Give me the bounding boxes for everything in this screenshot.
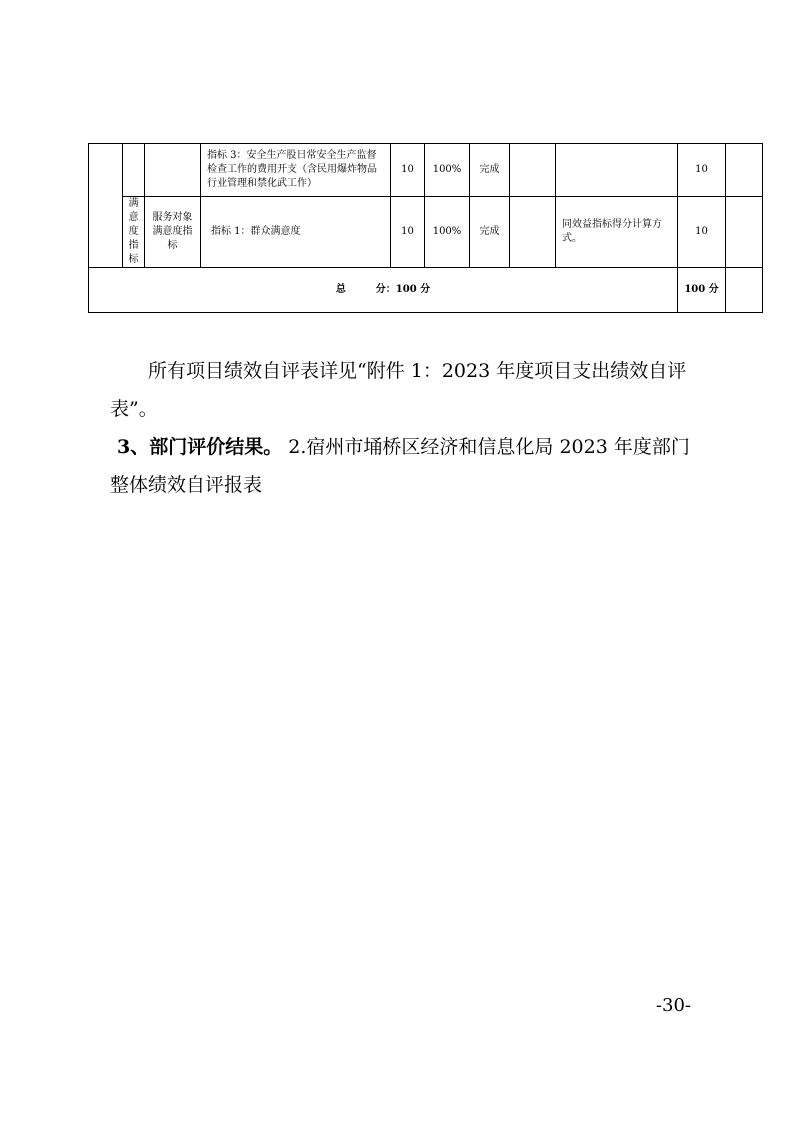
performance-table [88,143,763,313]
body-paragraph: 所有项目绩效自评表详见“附件 1：2023 年度项目支出绩效自评表”。 [110,360,687,420]
actual-cell: 完成 [470,144,510,197]
score-cell: 10 [678,197,726,268]
page-number: -30- [655,995,691,1016]
score-cell: 10 [678,144,726,197]
section-paragraph [110,428,700,504]
section-heading: 3、部门评价结果。 [117,436,283,458]
weight-cell: 10 [391,144,425,197]
table-row [89,197,763,268]
section-text: 2.宿州市埇桥区经济和信息化局 2023 年度部门整体绩效自评报表 [110,436,690,496]
level1-cell: 满意度指标 [123,197,145,268]
level2-cell: 服务对象满意度指标 [145,197,201,268]
table-row [89,144,763,197]
remark-cell [556,144,678,197]
note-cell [726,197,763,268]
blank-cell [510,144,556,197]
weight-cell: 10 [391,197,425,268]
level2-cell [145,144,201,197]
blank-cell [510,197,556,268]
actual-cell: 完成 [470,197,510,268]
merged-category-cell [89,144,123,268]
note-cell [726,144,763,197]
level1-cell [123,144,145,197]
indicator-cell: 指标 1：群众满意度 [201,197,391,268]
target-cell: 100% [425,197,470,268]
note-cell [726,268,763,313]
total-label: 总 分：100 分 [89,268,678,313]
total-row [89,268,763,313]
target-cell: 100% [425,144,470,197]
indicator-cell: 指标 3：安全生产股日常安全生产监督检查工作的费用开支（含民用爆炸物品行业管理和禁化武工作） [201,144,391,197]
remark-cell: 同效益指标得分计算方式。 [556,197,678,268]
total-score: 100 分 [678,268,726,313]
